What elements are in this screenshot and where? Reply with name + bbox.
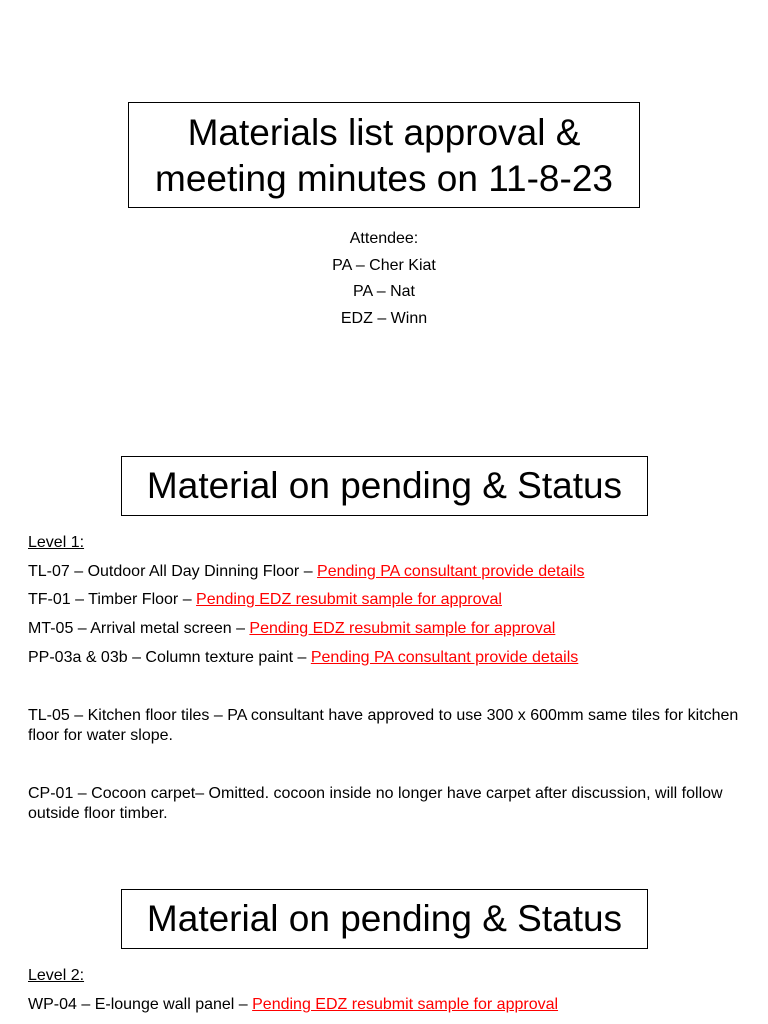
level-2-label: Level 2: [28,967,85,984]
attendee-item: PA – Cher Kiat [332,256,436,274]
pending-status-link[interactable]: Pending EDZ resubmit sample for approval [249,620,556,637]
pending-status-link[interactable]: Pending EDZ resubmit sample for approval [252,996,559,1013]
pending-status-link[interactable]: Pending PA consultant provide details [310,649,579,666]
page-title-line-1: Materials list approval & [187,112,581,153]
material-item-text: WP-04 – E-lounge wall panel – [28,996,253,1013]
page-title-line-2: meeting minutes on 11-8-23 [155,158,613,199]
pending-status-link[interactable]: Pending EDZ resubmit sample for approval [196,591,502,608]
pending-status-link[interactable]: Pending PA consultant provide details [317,563,585,580]
material-item-text: PP-03a & 03b – Column texture paint – [28,649,311,666]
section-heading-level-1: Material on pending & Status [121,456,648,516]
material-item-text: TL-07 – Outdoor All Day Dinning Floor – [28,563,318,580]
note-tl-05: TL-05 – Kitchen floor tiles – PA consultant have approved to use 300 x 600mm same tiles for kitchen floor for water slope. [28,707,739,744]
section-heading-level-2: Material on pending & Status [121,889,648,949]
material-item-text: TF-01 – Timber Floor – [28,591,197,608]
material-item-tl-07 [28,562,584,582]
attendee-list [0,226,768,332]
material-item-mt-05 [28,619,555,639]
page-title-box [128,102,640,208]
attendee-heading: Attendee: [349,230,419,247]
material-item-pp-03 [28,648,578,668]
note-cp-01: CP-01 – Cocoon carpet– Omitted. cocoon inside no longer have carpet after discussion, will follow outside floor timber. [28,785,723,822]
material-item-wp-04 [28,995,558,1015]
material-item-tf-01 [28,590,502,610]
attendee-item: EDZ – Winn [340,309,428,327]
attendee-item: PA – Nat [353,283,415,300]
material-item-text: MT-05 – Arrival metal screen – [28,620,250,637]
level-1-label: Level 1: [28,534,85,551]
